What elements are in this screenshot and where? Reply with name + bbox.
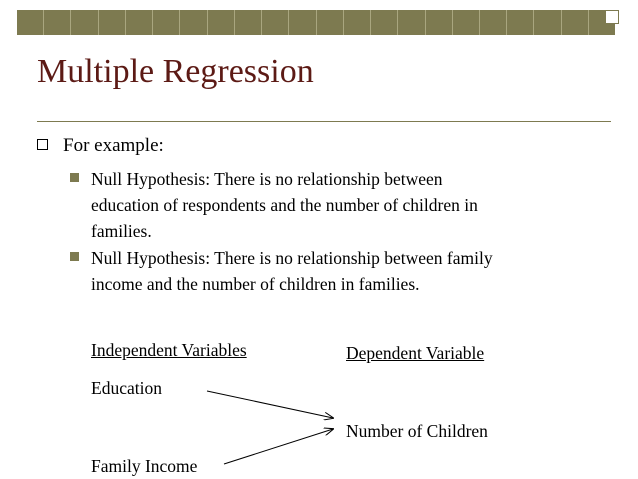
- hypothesis-text-1: Null Hypothesis: There is no relationship between education of respondents and the number of children in families.: [91, 169, 478, 241]
- intro-text: For example:: [63, 135, 164, 156]
- independent-var-family-income: Family Income: [91, 456, 198, 476]
- independent-variables-heading: Independent Variables: [91, 340, 247, 360]
- hypothesis-text-2: Null Hypothesis: There is no relationship between family income and the number of children in families.: [91, 248, 493, 294]
- dependent-variable-heading: Dependent Variable: [346, 343, 485, 363]
- dependent-var-children: Number of Children: [346, 421, 488, 441]
- slide-title: Multiple Regression: [37, 53, 314, 90]
- arrow-income-to-children: [224, 429, 333, 464]
- arrow-education-to-children: [207, 391, 333, 418]
- independent-var-education: Education: [91, 378, 162, 398]
